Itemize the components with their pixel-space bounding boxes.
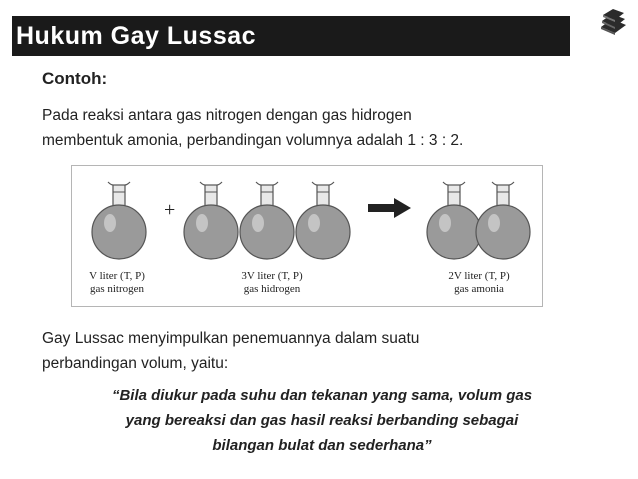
flask-ammonia-1 <box>427 182 481 259</box>
intro-paragraph <box>42 103 602 153</box>
plus-sign: + <box>164 199 176 221</box>
example-heading: Contoh: <box>42 69 108 88</box>
conclusion-line: perbandingan volum, yaitu: <box>42 355 229 372</box>
caption-volume: 2V liter (T, P) <box>448 270 510 282</box>
caption-hydrogen <box>217 270 327 296</box>
conclusion-line: Gay Lussac menyimpulkan penemuannya dalam suatu <box>42 330 420 347</box>
caption-ammonia <box>424 270 534 296</box>
caption-gas: gas amonia <box>454 283 504 295</box>
flask-nitrogen <box>92 182 146 259</box>
caption-gas: gas nitrogen <box>89 283 145 295</box>
flask-ammonia-2 <box>476 182 530 259</box>
flask-hydrogen-2 <box>240 182 294 259</box>
quote-line: “Bila diukur pada suhu dan tekanan yang sama, volum gas <box>111 387 533 404</box>
quote-line: yang bereaksi dan gas hasil reaksi berbanding sebagai <box>125 412 519 429</box>
stacked-books-icon <box>598 6 628 36</box>
caption-gas: gas hidrogen <box>243 283 301 295</box>
caption-nitrogen <box>74 270 160 296</box>
caption-volume: V liter (T, P) <box>89 270 145 282</box>
quote-line: bilangan bulat dan sederhana” <box>212 437 432 454</box>
flask-hydrogen-1 <box>184 182 238 259</box>
caption-volume: 3V liter (T, P) <box>241 270 303 282</box>
flask-hydrogen-3 <box>296 182 350 259</box>
reaction-figure <box>71 165 543 307</box>
law-quote <box>42 383 602 458</box>
intro-line: Pada reaksi antara gas nitrogen dengan gas hidrogen <box>42 107 412 124</box>
intro-line: membentuk amonia, perbandingan volumnya adalah 1 : 3 : 2. <box>42 132 464 149</box>
slide-title: Hukum Gay Lussac <box>16 22 257 50</box>
reaction-arrow <box>368 198 411 218</box>
conclusion-paragraph <box>42 326 602 376</box>
